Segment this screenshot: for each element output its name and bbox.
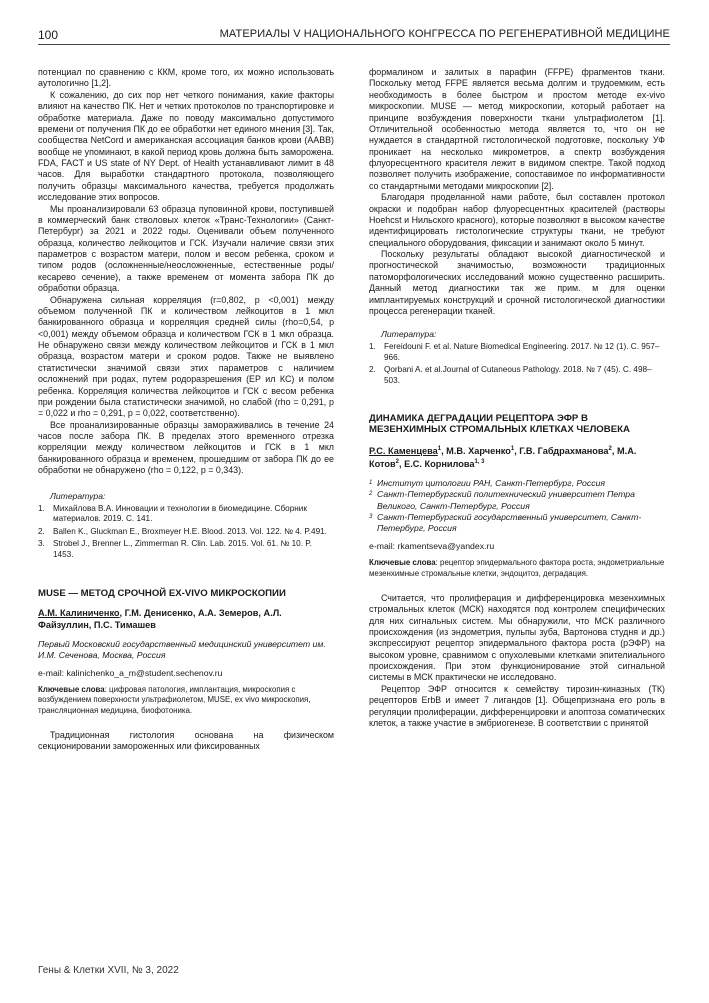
author-affil-mark: 2 [395, 459, 399, 466]
references-heading: Литература: [381, 329, 437, 340]
affiliation [369, 478, 665, 489]
paragraph: Мы проанализировали 63 образца пуповинной крови, поступившей в коммерческий банк стволовых клеток «Транс-Технологии» (Санкт-Петербург) за 2021 и 2022 годы. Оценивали объем полученного образца, количество лейкоцитов и ГСК. Изучали наличие связи этих параметров с возрастом матери, полом и весом ребенка, сроком и типом родов (осложненные/неосложненные, естественные роды/кесарево сечение), а также временем от момента забора ПК до обработки образца. [38, 203, 334, 294]
paragraph: Поскольку результаты обладают высокой диагностической и прогностической значимостью, возможности традиционных патоморфологических исследований можно существенно расширить. Данный метод диагностики так же прим. м для оценки имплантируемых конструкций и срочной гистологической диагностики процесса регенерации тканей. [369, 249, 665, 316]
presenting-author: Р.С. Каменцева [369, 445, 438, 456]
affiliation-mark: 1 [369, 479, 373, 486]
keywords-text: : цифровая патология, имплантация, микроскопия с возбуждением поверхности ультрафиолетом, MUSE, ex vivo микроскопия, трансляционная медицина, биофотоника. [38, 685, 311, 715]
keywords [369, 558, 665, 578]
keywords-label: Ключевые слова [369, 558, 436, 568]
affiliation [369, 489, 665, 512]
affiliation-mark: 2 [369, 491, 373, 498]
article-authors [38, 608, 334, 631]
keywords-label: Ключевые слова [38, 685, 105, 695]
article-title: ДИНАМИКА ДЕГРАДАЦИИ РЕЦЕПТОРА ЭФР В МЕЗЕНХИМНЫХ СТРОМАЛЬНЫХ КЛЕТКАХ ЧЕЛОВЕКА [369, 412, 630, 435]
reference-number: 2. [369, 365, 376, 375]
co-authors: , Г.М. Денисенко, А.А. Земеров, А.Л. Файзуллин, П.С. Тимашев [38, 608, 282, 631]
reference-text: Ballen K., Gluckman E., Broxmeyer H.E. Blood. 2013. Vol. 122. № 4. P.491. [53, 526, 327, 536]
reference-item [369, 342, 665, 363]
author-affil-mark: 1 [437, 445, 442, 452]
left-column [38, 67, 334, 753]
contact-email: e-mail: rkamentseva@yandex.ru [369, 541, 495, 552]
affiliation-text: Институт цитологии РАН, Санкт-Петербург, Россия [377, 477, 606, 488]
reference-item [38, 527, 334, 538]
reference-number: 1. [38, 503, 45, 513]
paragraph: Все проанализированные образцы замораживались в течение 24 часов после забора ПК. В пределах этого временного отрезка корреляции между количеством лейкоцитов и ГСК в 1 мкл банкированного образца и временем, прошедшим от забора ПК до ее обработки не обнаружено (rho = 0,122, p = 0,343). [38, 419, 334, 476]
page-footer: Гены & Клетки XVII, № 3, 2022 [38, 965, 179, 976]
keywords [38, 685, 334, 716]
paragraph: К сожалению, до сих пор нет четкого понимания, какие факторы влияют на качество ПК. Нет и четких протоколов по транспортировке и обработке материала. Даже по поводу максимально допустимого времени от получения ПК до ее обработки нет единого мнения [3]. Так, сообщества NetCord и американская ассоциация банков крови (AABB) вообще не упоминают, в какой период кровь должна быть заморожена. FDA, FACT и US state of NY Dept. of Health устанавливают лимит в 48 часов. Для выработки стандартного протокола, позволяющего получить образцы максимального качества, требуется продолжать исследование этих вопросов. [38, 89, 334, 203]
affiliation [369, 512, 665, 535]
presenting-author: А.М. Калиниченко [38, 608, 120, 619]
reference-number: 2. [38, 526, 45, 536]
co-author: , М.В. Харченко [441, 445, 511, 456]
co-author: , Е.С. Корнилова [398, 459, 475, 470]
reference-item [38, 539, 334, 560]
reference-text: Fereidouni F. et al. Nature Biomedical Engineering. 2017. № 12 (1). С. 957–966. [384, 342, 660, 362]
co-author: , М.А. Котов [369, 445, 637, 470]
right-column [369, 67, 665, 729]
paragraph: Благодаря проделанной нами работе, был составлен протокол окраски и подобран набор флуоресцентных красителей (растворы Hoehcst и Нильского красного), которые позволяют в высоком качестве идентифицировать гистологические структуры ткани, не требуют специального оборудования, фиксации и занимают около 5 минут. [369, 192, 665, 248]
paragraph: Обнаружена сильная корреляция (r=0,802, p <0,001) между объемом полученной ПК и количеством лейкоцитов в 1 мкл банкированного образца и корреляция средней силы (rho=0,54, p <0,001) между объемом образца и количеством ГСК в 1 мкл образца. Не обнаружено связи между количеством лейкоцитов и ГСК в 1 мкл образца, возрастом матери и сроком родов. Также не выявлено статистически значимой связи этих параметров с наличием осложнений при родах, путем родоразрешения (ЕР ил КС) и полом ребенка. Корреляция количества лейкоцитов и ГСК с весом ребенка при рождении была статистически значимой, но слабой (rho = 0,291, p = 0,022 и rho = 0,291, p = 0,022, соответственно). [38, 294, 334, 419]
author-affil-mark: 1, 3 [474, 459, 485, 466]
affiliation-mark: 3 [369, 513, 373, 520]
reference-text: Qorbani A. et al.Journal of Cutaneous Pathology. 2018. № 7 (45). С. 498–503. [384, 365, 652, 386]
keywords-text: : рецептор эпидермального фактора роста, эндометриальные мезенхимные стромальные клетки, эндоцитоз, деградация. [369, 558, 665, 578]
references-heading: Литература: [50, 490, 106, 501]
paragraph: потенциал по сравнению с ККМ, кроме того, их можно использовать аутологично [1,2]. [38, 67, 334, 89]
author-affil-mark: 2 [608, 445, 612, 452]
reference-item [38, 504, 334, 525]
paragraph: Считается, что пролиферация и дифференцировка мезенхимных стромальных клеток (МСК) находятся под контролем специфических для них сигнальных систем. Мы обнаружили, что МСК различного происхождения (из эндометрия, пульпы зуба, Вартонова студня и др.) экспрессируют рецептор эпидермального фактора роста (рЭФР) на высоком уровне, сравнимом с опухолевыми клетками эпителиального происхождения. При этом функционирование этой сигнальной системы в МСК практически не исследовано. [369, 592, 665, 683]
paragraph: Рецептор ЭФР относится к семейству тирозин-киназных (ТК) рецепторов ErbB и имеет 7 лигандов [1]. Общепризнана его роль в регуляции пролиферации, дифференцировки и апоптоза соматических клеток, а также участие в эмбриогенезе. В соответствии с принятой [369, 683, 665, 728]
paragraph: Традиционная гистология основана на физическом секционировании замороженных или фиксированных [38, 729, 334, 752]
reference-text: Strobel J., Brenner L., Zimmerman R. Clin. Lab. 2015. Vol. 61. № 10. P. 1453. [53, 539, 312, 559]
affiliation-text: Санкт-Петербургский государственный университет, Санкт-Петербург, Россия [377, 511, 642, 534]
contact-email: e-mail: kalinichenko_a_m@student.sechenov.ru [38, 668, 223, 679]
reference-item [369, 365, 665, 386]
author-affil-mark: 1 [510, 445, 515, 452]
co-author: , Г.В. Габдрахманова [514, 445, 609, 456]
paragraph: формалином и залитых в парафин (FFPE) фрагментов ткани. Поскольку метод FFPE является весьма долгим и трудоемким, есть необходимость в более быстром и простом методе ex-vivo микроскопии. MUSE — метод микроскопии, который работает на принципе возбуждения поверхности ткани ультрафиолетом [1]. Отличительной особенностью метода является то, что он не нуждается в стандартной гистологической подготовке, поскольку УФ проникает на несколько микрометров, а спектр возбуждения флуоресцентного красителя лежит в видимом спектре. Такой подход позволяет получить изображение, сопоставимое по информативности со стандартными методами микроскопии [2]. [369, 67, 665, 191]
page-header [38, 20, 670, 45]
reference-number: 3. [38, 539, 45, 549]
page-number: 100 [38, 28, 59, 42]
affiliations [369, 478, 665, 534]
reference-text: Михайлова В.А. Инновации и технологии в биомедицине. Сборник материалов. 2019. С. 141. [53, 503, 307, 524]
reference-number: 1. [369, 342, 376, 352]
article-title: MUSE — МЕТОД СРОЧНОЙ EX-VIVO МИКРОСКОПИИ [38, 588, 286, 600]
journal-running-title: МАТЕРИАЛЫ V НАЦИОНАЛЬНОГО КОНГРЕССА ПО РЕГЕНЕРАТИВНОЙ МЕДИЦИНЕ [219, 28, 670, 40]
affiliation-text: Санкт-Петербургский политехнический университет Петра Великого, Санкт-Петербург, Россия [377, 489, 635, 511]
article-authors [369, 444, 665, 471]
affiliation: Первый Московский государственный медицинский университет им. И.М. Сеченова, Москва, Россия [38, 638, 326, 660]
